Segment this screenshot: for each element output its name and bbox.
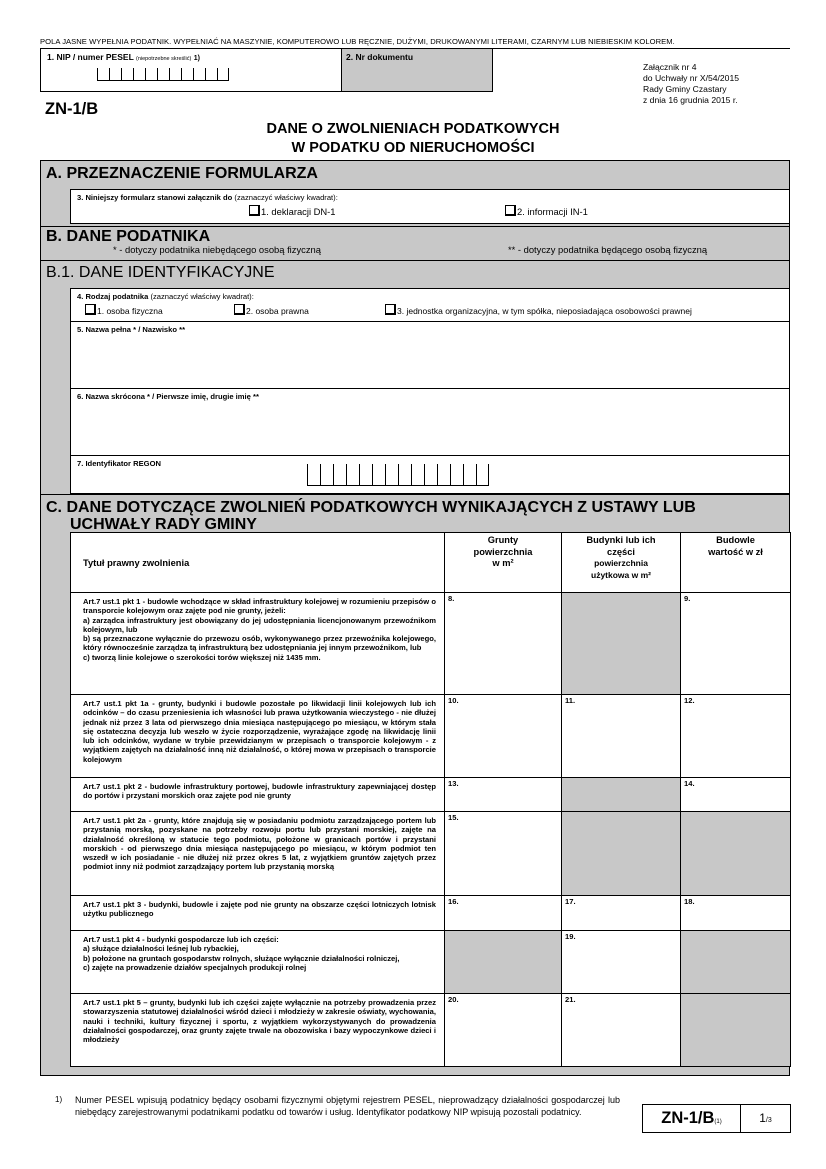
table-row — [71, 778, 791, 812]
budynki-cell[interactable]: 11. — [562, 695, 681, 778]
budowle-cell[interactable]: 18. — [681, 896, 791, 931]
nip-pesel-label — [47, 52, 200, 62]
budowle-cell — [681, 931, 791, 994]
checkbox-dn1[interactable] — [249, 205, 260, 216]
form-title: DANE O ZWOLNIENIACH PODATKOWYCH W PODATKU OD NIERUCHOMOŚCI — [266, 121, 560, 156]
exemption-title — [71, 812, 445, 896]
grunty-cell[interactable]: 16. — [445, 896, 562, 931]
exemption-line: Art.7 ust.1 pkt 3 - budynki, budowle i zajęte pod nie grunty na obszarze części lotniczych lotnisk użytku publicznego — [83, 900, 436, 919]
field4-label: 4. Rodzaj podatnika (zaznaczyć właściwy kwadrat): — [77, 292, 254, 301]
grunty-cell[interactable]: 8. — [445, 593, 562, 695]
budynki-cell[interactable]: 21. — [562, 994, 681, 1067]
option-legal-person[interactable]: 2. osoba prawna — [234, 304, 309, 316]
checkbox-organization[interactable] — [385, 304, 396, 315]
budowle-cell[interactable]: 9. — [681, 593, 791, 695]
exemption-line: c) zajęte na prowadzenie działów specjalnych produkcji rolnej — [83, 962, 307, 972]
section-b-note2: ** - dotyczy podatnika będącego osobą fizyczną — [508, 244, 708, 255]
regon-cells[interactable] — [307, 464, 489, 486]
budynki-cell — [562, 778, 681, 812]
footnote-text: Numer PESEL wpisują podatnicy będący osobami fizycznymi objętymi rejestrem PESEL, nieprowadzący działalności gospodarczej lub niebędący zarejestrowanymi podatnikami podatku od towarów i usług. Identyfikator podatkowy NIP wpisują pozostali podatnicy. — [75, 1095, 620, 1117]
table-header-row — [71, 533, 791, 593]
budowle-cell — [681, 994, 791, 1067]
section-c-title: C. DANE DOTYCZĄCE ZWOLNIEŃ PODATKOWYCH WYNIKAJĄCYCH Z USTAWY LUB UCHWAŁY RADY GMINY — [40, 494, 790, 532]
checkbox-legal-person[interactable] — [234, 304, 245, 315]
option-natural-person[interactable]: 1. osoba fizyczna — [85, 304, 163, 316]
exemption-line: a) zarządca infrastruktury jest obowiązany do jej udostępniania licencjonowanym przewoźnikom kolejowym, lub — [83, 615, 436, 634]
budynki-cell — [562, 593, 681, 695]
exemption-line: Art.7 ust.1 pkt 1a - grunty, budynki i budowle pozostałe po likwidacji linii kolejowych lub ich odcinków – do czasu przeniesienia ich własności lub prawa użytkowania wieczystego - nie dłużej jednak niż przez 3 lata od pierwszego dnia miesiąca następującego po miesiącu, w którym stała się ostateczna decyzja lub weszło w życie rozporządzenie, wyrażające zgodę na likwidację linii lub ich odcinków, wydane w trybie przewidzianym w przepisach o transporcie kolejowym - z wyjątkiem zajętych na działalność inną niż działalność, o której mowa w przepisach o transporcie kolejowym — [83, 699, 436, 764]
field5-full-name[interactable] — [70, 321, 790, 389]
table-row — [71, 812, 791, 896]
section-b-title: B. DANE PODATNIKA — [46, 228, 211, 245]
nip-pesel-ref: 1) — [193, 55, 200, 62]
nip-pesel-note: (niepotrzebne skreślić) — [135, 56, 192, 62]
budynki-cell[interactable]: 17. — [562, 896, 681, 931]
footnote — [55, 1094, 620, 1118]
exemption-line: c) tworzą linie kolejowe o szerokości torów większej niż 1435 mm. — [83, 652, 321, 662]
exemption-title — [71, 994, 445, 1067]
header-title: Tytuł prawny zwolnienia — [71, 533, 445, 593]
header-budynki: Budynki lub ich części powierzchnia użytkowa w m² — [562, 533, 681, 593]
field6-label: 6. Nazwa skrócona * / Pierwsze imię, drugie imię ** — [77, 392, 259, 401]
table-row — [71, 896, 791, 931]
nip-pesel-cells[interactable] — [97, 68, 229, 81]
budynki-cell[interactable]: 19. — [562, 931, 681, 994]
table-row — [71, 931, 791, 994]
header-budowle: Budowle wartość w zł — [681, 533, 791, 593]
exemption-line: Art.7 ust.1 pkt 5 – grunty, budynki lub ich części zajęte wyłącznie na potrzeby prowadzenia przez stowarzyszenia statutowej działalności wśród dzieci i młodzieży w zakresie oświaty, wychowania, nauki i techniki, kultury fizycznej i sportu, z wyjątkiem wykorzystywanych do prowadzenia działalności gospodarczej, oraz grunty zajęte trwale na obozowiska i bazy wypoczynkowe dzieci i młodzieży — [83, 998, 436, 1045]
budowle-cell[interactable]: 12. — [681, 695, 791, 778]
exemption-line: a) służące działalności leśnej lub rybackiej, — [83, 944, 239, 954]
table-row — [71, 593, 791, 695]
exemption-line: b) są przeznaczone wyłącznie do przewozu osób, wykonywanego przez przewoźnika kolejowego, który równocześnie zarządza tą infrastrukturą bez udostępniania jej innym przewoźnikom, lub — [83, 634, 436, 653]
exemptions-table — [70, 532, 791, 1067]
option-organization[interactable]: 3. jednostka organizacyjna, w tym spółka, nieposiadająca osobowości prawnej — [385, 304, 692, 316]
exemption-line: Art.7 ust.1 pkt 2a - grunty, które znajdują się w posiadaniu podmiotu zarządzającego portem lub przystanią morską, pozyskane na potrzeby rozwoju portu lub przystani morskiej, zajęte na działalność określoną w statucie tego podmiotu, położone w granicach portów i przystani morskich - od pierwszego dnia miesiąca następującego po miesiącu, w którym podmiot ten wszedł w ich posiadanie - nie dłużej niż przez okres 5 lat, z wyjątkiem gruntów zajętych przez podmiot inny niż podmiot zarządzający portem lub przystanią morską — [83, 816, 436, 872]
annex-note: Załącznik nr 4 do Uchwały nr X/54/2015 Rady Gminy Czastary z dnia 16 grudnia 2015 r. — [643, 62, 740, 105]
exemption-title — [71, 931, 445, 994]
section-b-note1: * - dotyczy podatnika niebędącego osobą fizyczną — [113, 244, 321, 255]
section-a-field3 — [70, 189, 790, 224]
budowle-cell[interactable]: 14. — [681, 778, 791, 812]
page-number: 1/3 — [759, 1111, 772, 1125]
footer-code: ZN-1/B(1) — [643, 1105, 741, 1132]
field7-label: 7. Identyfikator REGON — [77, 459, 161, 468]
budowle-cell — [681, 812, 791, 896]
exemption-title — [71, 778, 445, 812]
nip-pesel-field[interactable] — [40, 49, 342, 92]
field6-short-name[interactable] — [70, 388, 790, 456]
footer-form-code — [642, 1104, 791, 1133]
section-b-header — [40, 226, 790, 260]
exemption-title — [71, 593, 445, 695]
option-dn1[interactable]: 1. deklaracji DN-1 — [249, 205, 336, 217]
nip-pesel-label-text: 1. NIP / numer PESEL — [47, 52, 134, 62]
checkbox-natural-person[interactable] — [85, 304, 96, 315]
option-in1[interactable]: 2. informacji IN-1 — [505, 205, 588, 217]
checkbox-in1[interactable] — [505, 205, 516, 216]
grunty-cell[interactable]: 20. — [445, 994, 562, 1067]
table-row — [71, 695, 791, 778]
field4-box — [70, 288, 790, 322]
instruction-text: POLA JASNE WYPEŁNIA PODATNIK. WYPEŁNIAĆ NA MASZYNIE, KOMPUTEROWO LUB RĘCZNIE, DUŻYMI, DRUKOWANYMI LITERAMI, CZARNYM LUB NIEBIESKIM KOLOREM. — [40, 37, 675, 46]
grunty-cell — [445, 931, 562, 994]
grunty-cell[interactable]: 15. — [445, 812, 562, 896]
field5-label: 5. Nazwa pełna * / Nazwisko ** — [77, 325, 186, 334]
section-a-title: A. PRZEZNACZENIE FORMULARZA — [46, 165, 318, 182]
grunty-cell[interactable]: 13. — [445, 778, 562, 812]
exemption-line: Art.7 ust.1 pkt 4 - budynki gospodarcze lub ich części: — [83, 935, 279, 944]
table-row — [71, 994, 791, 1067]
footnote-number: 1) — [55, 1095, 63, 1104]
exemption-line: Art.7 ust.1 pkt 1 - budowle wchodzące w skład infrastruktury kolejowej w rozumieniu przepisów o transporcie kolejowym oraz zajęte pod nie grunty, jeżeli: — [83, 597, 436, 616]
exemption-title — [71, 695, 445, 778]
field7-regon[interactable] — [70, 455, 790, 494]
exemption-title — [71, 896, 445, 931]
exemption-line: Art.7 ust.1 pkt 2 - budowle infrastruktury portowej, budowle infrastruktury zapewniającej dostęp do portów i przystani morskich oraz zajęte pod nie grunty — [83, 782, 436, 801]
grunty-cell[interactable]: 10. — [445, 695, 562, 778]
document-number-field — [342, 49, 493, 92]
field3-label: 3. Niniejszy formularz stanowi załącznik do (zaznaczyć właściwy kwadrat): — [77, 193, 338, 202]
form-code: ZN-1/B — [45, 100, 99, 118]
section-b1-title: B.1. DANE IDENTYFIKACYJNE — [40, 260, 790, 288]
budynki-cell — [562, 812, 681, 896]
header-grunty: Grunty powierzchnia w m² — [445, 533, 562, 593]
document-number-label: 2. Nr dokumentu — [346, 52, 414, 62]
exemption-line: b) położone na gruntach gospodarstw rolnych, służące wyłącznie działalności rolniczej, — [83, 953, 400, 963]
